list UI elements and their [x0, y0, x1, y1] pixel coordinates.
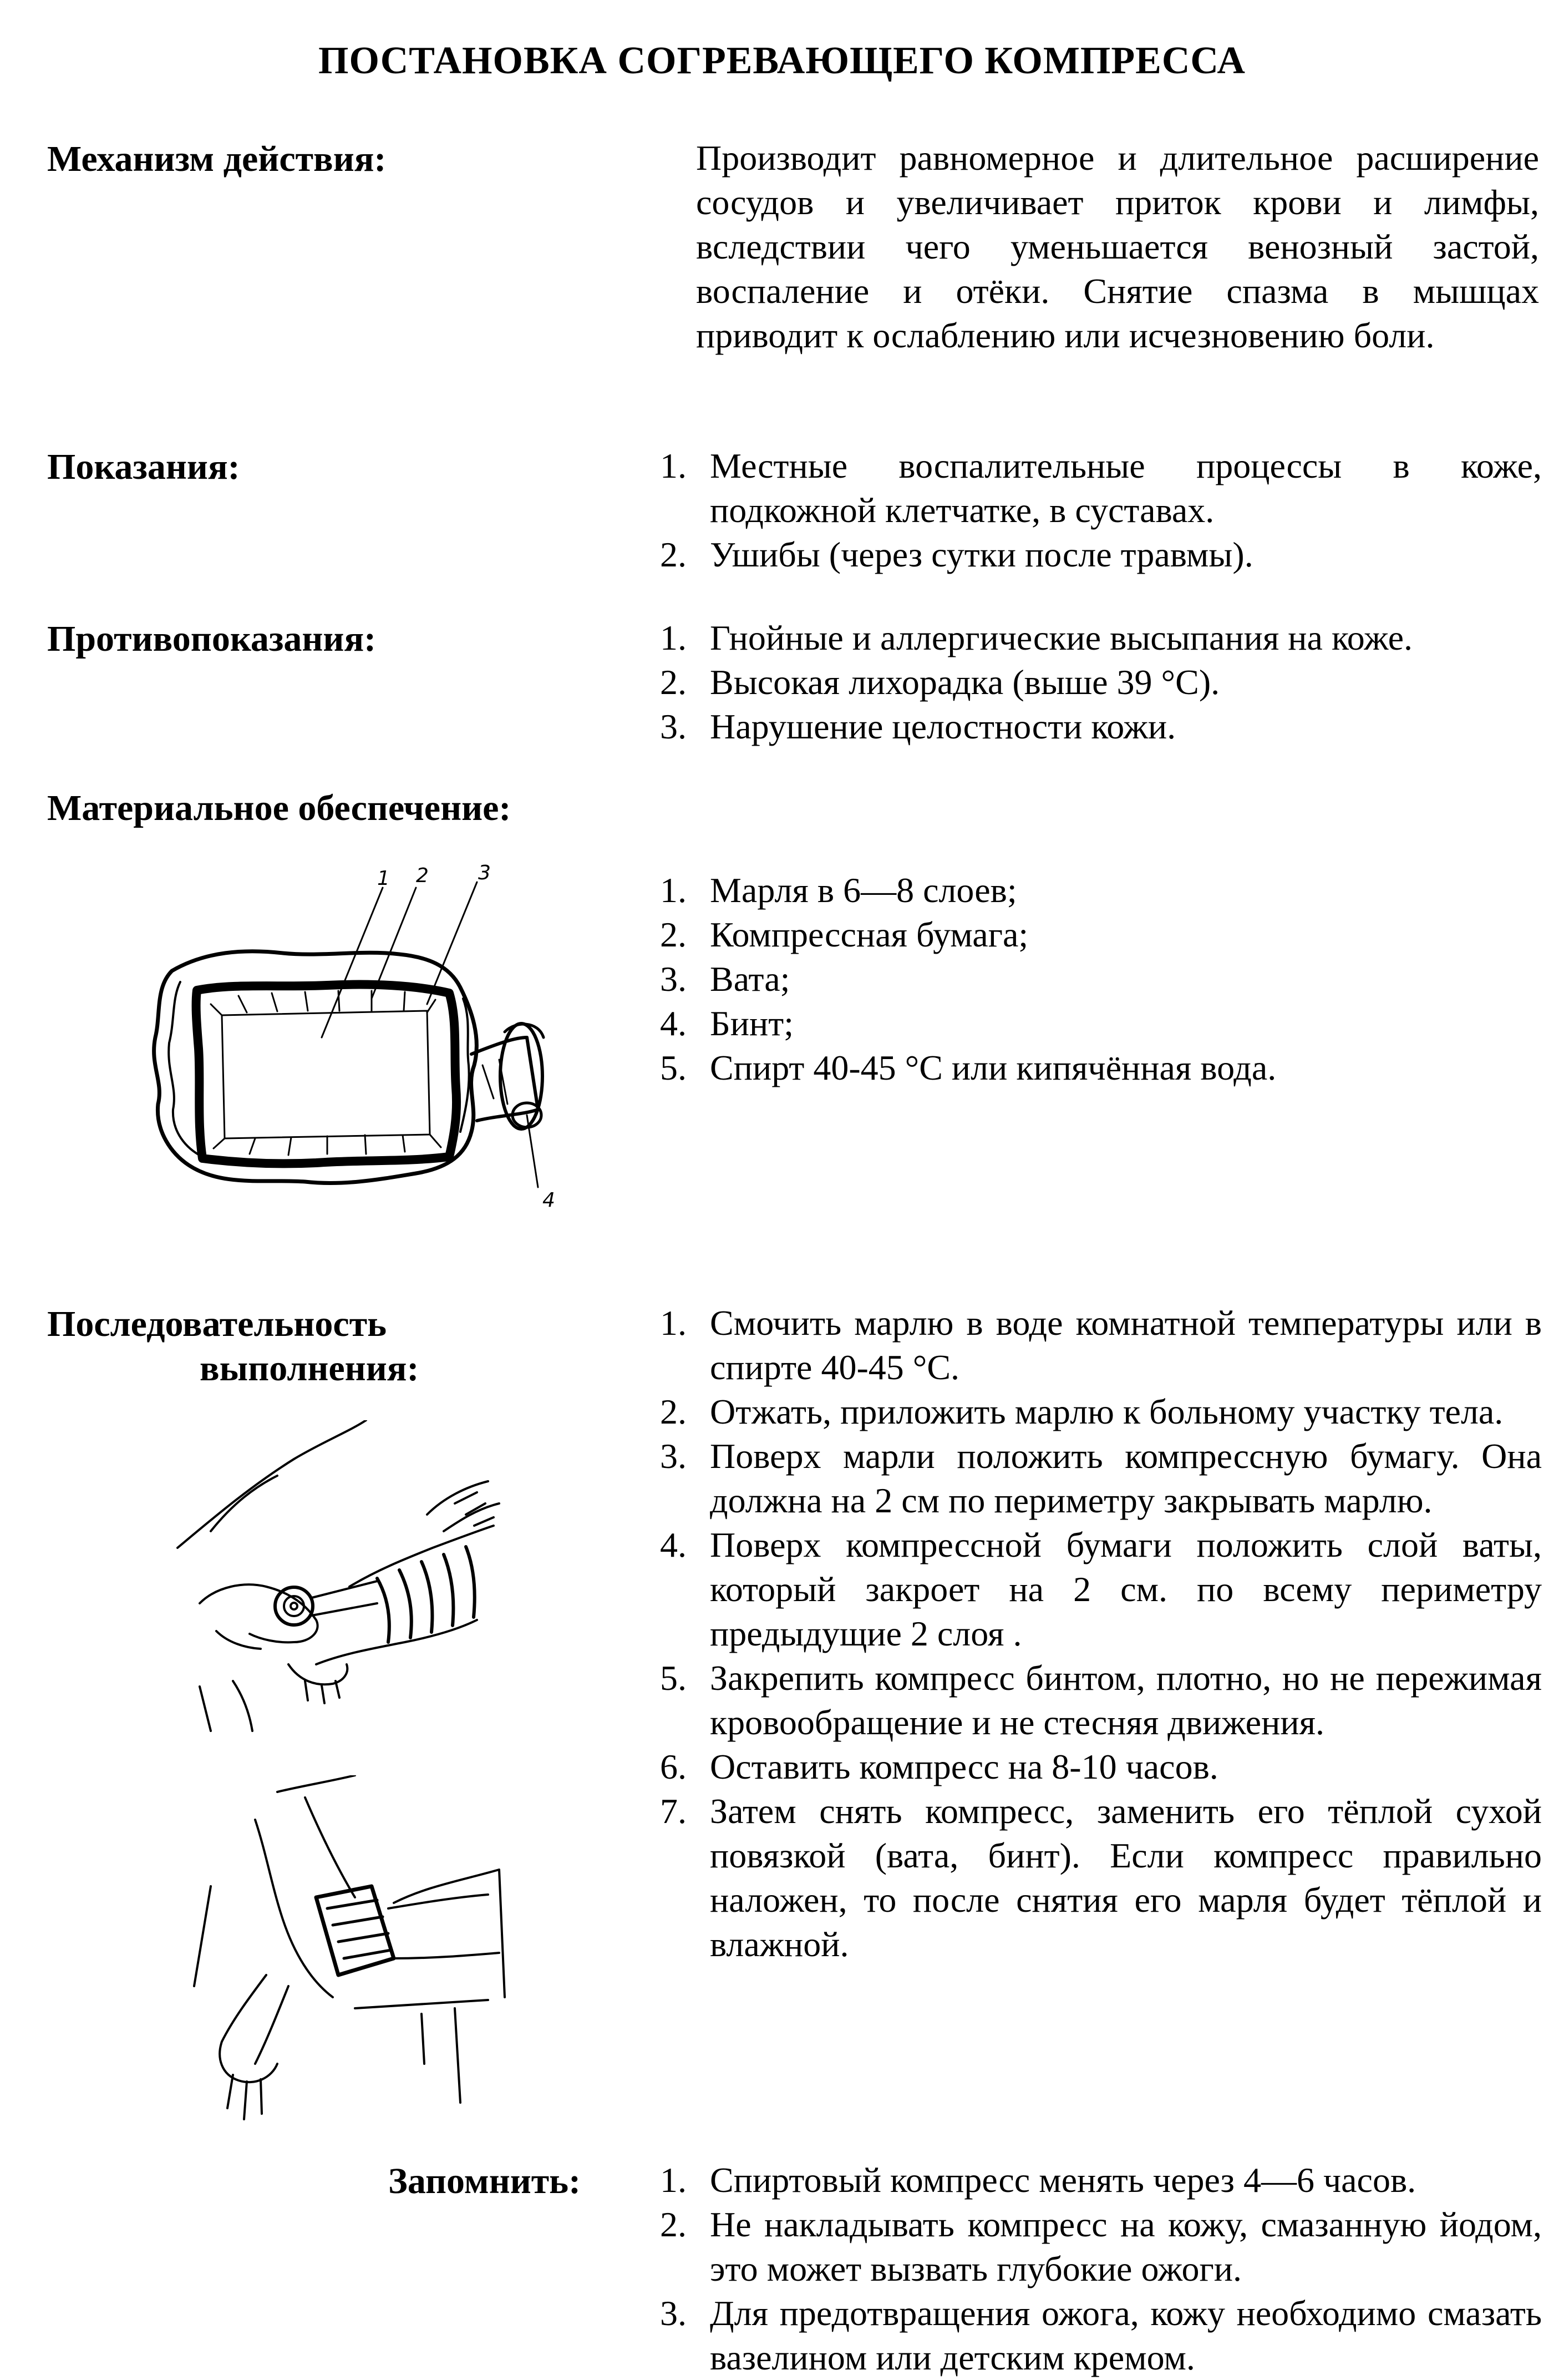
- list-item: 3. Для предотвращения ожога, кожу необходимо смазать вазелином или детским кремом.: [660, 2293, 1542, 2377]
- list-item: 6. Оставить компресс на 8-10 часов.: [660, 1747, 1218, 1786]
- contraindications-list: [660, 616, 1542, 749]
- list-item: 2. Отжать, приложить марлю к больному участку тела.: [660, 1392, 1504, 1431]
- compress-layers-svg: [139, 854, 560, 1221]
- list-item: 3. Нарушение целостности кожи.: [660, 707, 1176, 746]
- list-item: 3. Поверх марли положить компрессную бумагу. Она должна на 2 см по периметру закрывать марлю.: [660, 1436, 1542, 1520]
- materials-list: [660, 868, 1542, 1090]
- list-item: 1. Марля в 6—8 слоев;: [660, 870, 1017, 910]
- list-item: 1. Смочить марлю в воде комнатной температуры или в спирте 40-45 °С.: [660, 1303, 1542, 1387]
- sequence-label-line2: выполнения:: [200, 1348, 419, 1389]
- compress-layers-illustration: [139, 854, 560, 1221]
- list-item: 2. Не накладывать компресс на кожу, смазанную йодом, это может вызвать глубокие ожоги.: [660, 2205, 1542, 2288]
- list-item: 1. Спиртовый компресс менять через 4—6 часов.: [660, 2160, 1416, 2200]
- sequence-list: [660, 1301, 1542, 1967]
- mechanism-text: Производит равномерное и длительное расширение сосудов и увеличивает приток крови и лимфы, вследствии чего уменьшается венозный застой, воспаление и отёки. Снятие спазма в мышцах приводит к ослаблению или исчезновению боли.: [696, 138, 1539, 355]
- contraindications-label: Противопоказания:: [47, 619, 377, 659]
- list-item: 1. Местные воспалительные процессы в коже, подкожной клетчатке, в суставах.: [660, 446, 1542, 530]
- materials-label: Материальное обеспечение:: [47, 788, 511, 828]
- list-item: 4. Поверх компрессной бумаги положить слой ваты, который закроет на 2 см. по всему периметру предыдущие 2 слоя .: [660, 1525, 1542, 1653]
- figure-label-1: 1: [377, 867, 390, 890]
- elbow-compress-illustration: [189, 1775, 532, 2130]
- page-title: ПОСТАНОВКА СОГРЕВАЮЩЕГО КОМПРЕССА: [318, 39, 1246, 82]
- list-item: 7. Затем снять компресс, заменить его тёплой сухой повязкой (вата, бинт). Если компресс правильно наложен, то после снятия его марля будет тёплой и влажной.: [660, 1791, 1542, 1964]
- indications-label: Показания:: [47, 447, 240, 487]
- list-item: 5. Спирт 40-45 °С или кипячённая вода.: [660, 1048, 1277, 1087]
- bandaging-illustration: [166, 1420, 510, 1742]
- mechanism-label: Механизм действия:: [47, 139, 387, 179]
- list-item: 2. Компрессная бумага;: [660, 915, 1029, 954]
- list-item: 5. Закрепить компресс бинтом, плотно, но не пережимая кровообращение и не стесняя движения.: [660, 1658, 1542, 1742]
- list-item: 3. Вата;: [660, 959, 790, 999]
- remember-list: [660, 2158, 1542, 2380]
- bandaging-svg: [166, 1420, 510, 1742]
- list-item: 2. Ушибы (через сутки после травмы).: [660, 535, 1253, 574]
- figure-label-3: 3: [478, 862, 491, 884]
- indications-list: [660, 444, 1542, 577]
- elbow-compress-svg: [189, 1775, 532, 2130]
- figure-label-2: 2: [416, 864, 429, 887]
- sequence-label-line1: Последовательность: [47, 1304, 387, 1344]
- remember-label: Запомнить:: [388, 2161, 581, 2201]
- list-item: 2. Высокая лихорадка (выше 39 °С).: [660, 662, 1220, 702]
- figure-label-4: 4: [542, 1189, 555, 1212]
- list-item: 4. Бинт;: [660, 1004, 794, 1043]
- list-item: 1. Гнойные и аллергические высыпания на коже.: [660, 618, 1413, 657]
